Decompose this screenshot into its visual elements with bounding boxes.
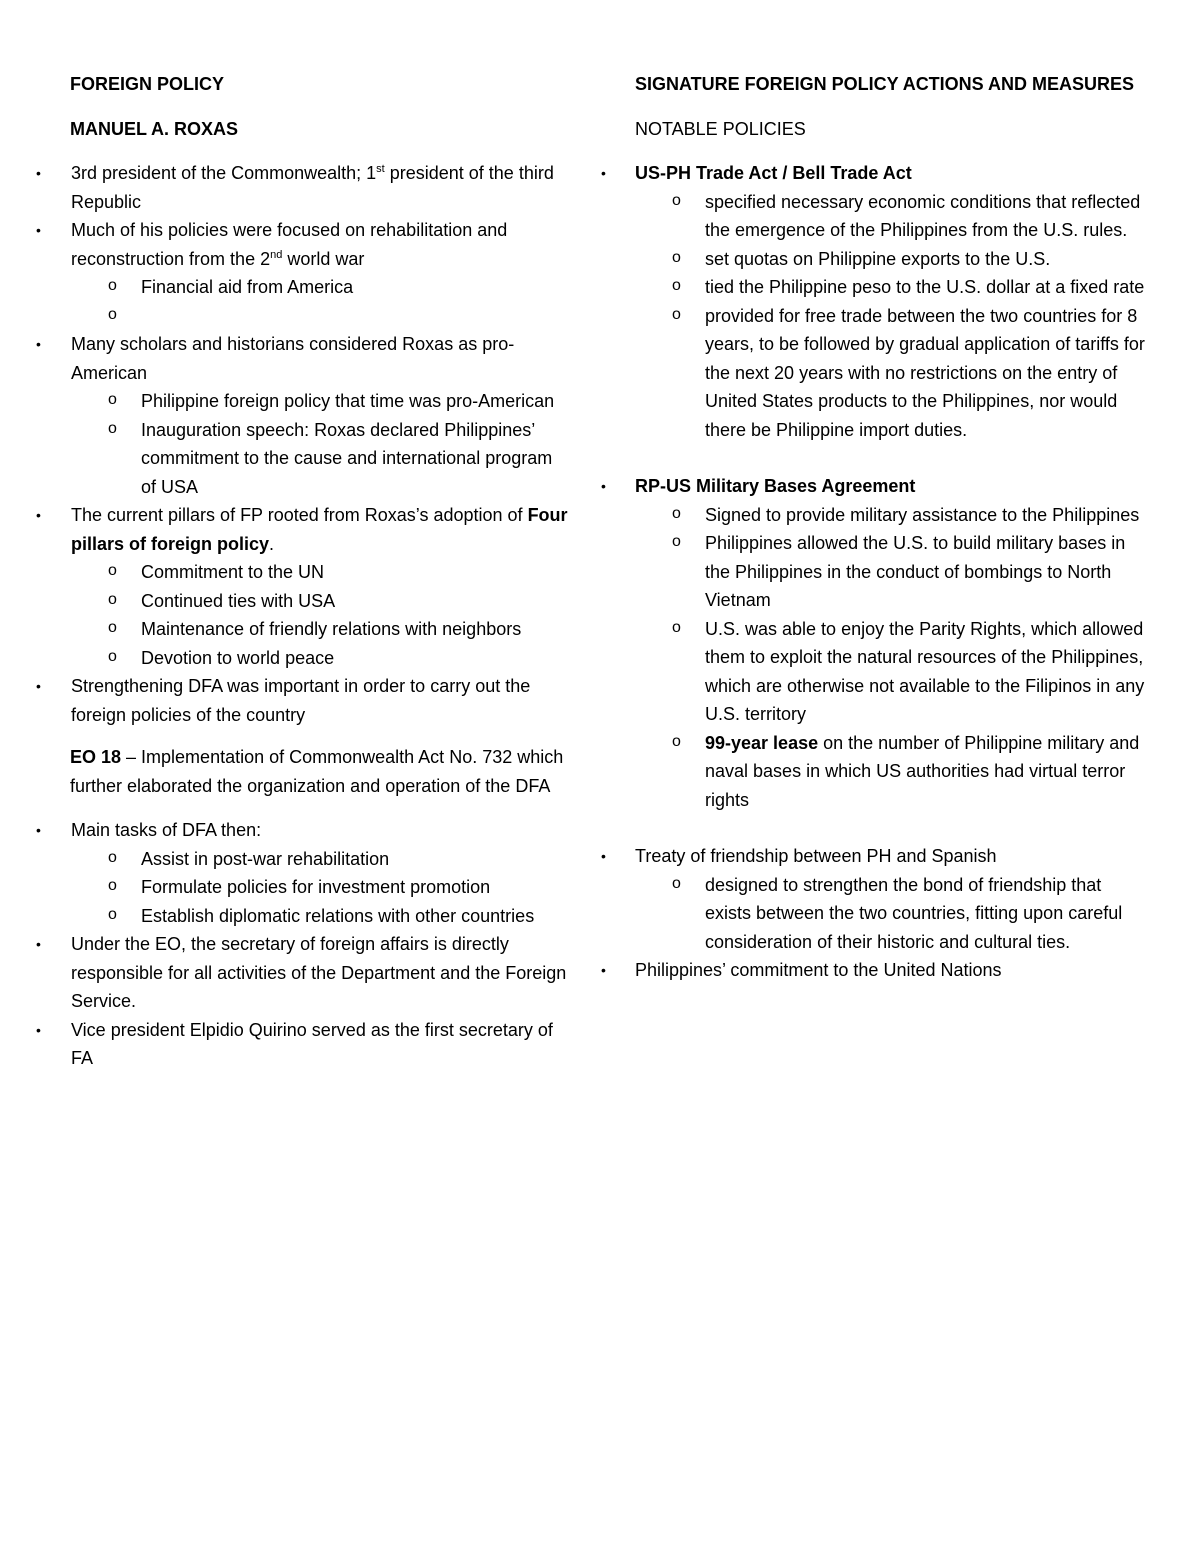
list-item: • Much of his policies were focused on rehabilitation and reconstruction from the 2nd world war xyxy=(0,216,570,273)
bullet-icon: • xyxy=(36,507,41,523)
list-item: • RP-US Military Bases Agreement xyxy=(565,472,1145,501)
sub-list-item: o Devotion to world peace xyxy=(0,644,570,673)
section-title-roxas: MANUEL A. ROXAS xyxy=(70,118,239,139)
list-item: • 3rd president of the Commonwealth; 1st president of the third Republic xyxy=(0,159,570,216)
sub-list-item: o specified necessary economic conditions that reflected the emergence of the Philippines from the U.S. rules. xyxy=(565,188,1145,245)
circle-bullet-icon: o xyxy=(108,562,117,579)
bullet-icon: • xyxy=(36,678,41,694)
circle-bullet-icon: o xyxy=(672,277,681,294)
sub-list-item-empty xyxy=(0,302,570,331)
spacer xyxy=(70,729,570,743)
sub-list-item: o Assist in post-war rehabilitation xyxy=(0,845,570,874)
list-item: • Philippines’ commitment to the United Nations xyxy=(565,956,1145,985)
sub-list-item: o Formulate policies for investment promotion xyxy=(0,873,570,902)
section-title-signature: SIGNATURE FOREIGN POLICY ACTIONS AND MEASURES xyxy=(635,74,1135,94)
circle-bullet-icon: o xyxy=(108,619,117,636)
circle-bullet-icon: o xyxy=(672,874,681,892)
list-item: • US-PH Trade Act / Bell Trade Act xyxy=(565,159,1145,188)
list-item: • Treaty of friendship between PH and Spanish xyxy=(565,842,1145,871)
circle-bullet-icon: o xyxy=(672,618,681,636)
circle-bullet-icon: o xyxy=(672,732,681,750)
dfa-list xyxy=(0,816,570,1073)
sub-list-item: o Signed to provide military assistance to the Philippines xyxy=(565,501,1145,530)
circle-bullet-icon: o xyxy=(672,504,681,522)
sub-list-item: o designed to strengthen the bond of friendship that exists between the two countries, fitting upon careful consideration of their historic and cultural ties. xyxy=(565,871,1145,957)
circle-bullet-icon: o xyxy=(108,419,117,437)
bullet-icon: • xyxy=(601,165,606,181)
sub-list-item: o U.S. was able to enjoy the Parity Rights, which allowed them to exploit the natural resources of the Philippines, which are otherwise not available to the Filipinos in any U.S. territory xyxy=(565,615,1145,729)
list-item: • Under the EO, the secretary of foreign affairs is directly responsible for all activities of the Department and the Foreign Service. xyxy=(0,930,570,1016)
bullet-icon: • xyxy=(36,222,41,238)
circle-bullet-icon: o xyxy=(672,533,681,550)
list-item: • Strengthening DFA was important in order to carry out the foreign policies of the country xyxy=(0,672,570,729)
sub-list-item: o Inauguration speech: Roxas declared Philippines’ commitment to the cause and international program of USA xyxy=(0,416,570,502)
treaty-list xyxy=(565,842,1145,985)
page-title: FOREIGN POLICY xyxy=(70,74,225,94)
circle-bullet-icon: o xyxy=(108,391,117,408)
circle-bullet-icon: o xyxy=(672,191,681,209)
list-item: • Main tasks of DFA then: xyxy=(0,816,570,845)
list-item: • Vice president Elpidio Quirino served as the first secretary of FA xyxy=(0,1016,570,1073)
bullet-icon: • xyxy=(36,336,41,352)
sub-list-item: o tied the Philippine peso to the U.S. dollar at a fixed rate xyxy=(565,273,1145,302)
eo-paragraph: EO 18 – Implementation of Commonwealth Act No. 732 which further elaborated the organization and operation of the DFA xyxy=(70,747,564,796)
circle-bullet-icon: o xyxy=(108,590,117,608)
bullet-icon: • xyxy=(36,1021,41,1038)
sub-list-item: o Continued ties with USA xyxy=(0,587,570,616)
bases-list xyxy=(565,472,1145,814)
sub-list-item: o Financial aid from America xyxy=(0,273,570,302)
sub-list-item: o provided for free trade between the two countries for 8 years, to be followed by gradual application of tariffs for the next 20 years with no restrictions on the entry of United States products to the Philippines, nor would there be Philippine import duties. xyxy=(565,302,1145,445)
list-item: • Many scholars and historians considered Roxas as pro-American xyxy=(0,330,570,387)
circle-bullet-icon: o xyxy=(108,877,117,894)
sub-list-item: o set quotas on Philippine exports to the U.S. xyxy=(565,245,1145,274)
circle-bullet-icon: o xyxy=(672,248,681,266)
spacer xyxy=(635,444,1145,472)
bullet-icon: • xyxy=(36,936,41,952)
roxas-list xyxy=(0,159,570,729)
sub-list-item: o Philippines allowed the U.S. to build military bases in the Philippines in the conduct of bombings to North Vietnam xyxy=(565,529,1145,615)
bullet-icon: • xyxy=(601,962,606,978)
sub-list-item: o Philippine foreign policy that time was pro-American xyxy=(0,387,570,416)
circle-bullet-icon: o xyxy=(672,305,681,323)
section-subtitle-notable: NOTABLE POLICIES xyxy=(635,118,806,139)
bullet-icon: • xyxy=(601,848,606,864)
sub-list-item: o Establish diplomatic relations with other countries xyxy=(0,902,570,931)
right-column xyxy=(601,70,1145,985)
spacer xyxy=(635,814,1145,842)
circle-bullet-icon: o xyxy=(108,277,117,294)
circle-bullet-icon: o xyxy=(108,905,117,923)
sub-list-item: o Maintenance of friendly relations with neighbors xyxy=(0,615,570,644)
bullet-icon: • xyxy=(36,822,41,838)
sub-list-item: o Commitment to the UN xyxy=(0,558,570,587)
circle-bullet-icon: o xyxy=(108,305,117,323)
sub-list-item: o 99-year lease on the number of Philippine military and naval bases in which US authorities had virtual terror rights xyxy=(565,729,1145,815)
policies-list xyxy=(565,159,1145,444)
left-column xyxy=(36,70,570,1073)
bullet-icon: • xyxy=(36,165,41,181)
circle-bullet-icon: o xyxy=(108,848,117,866)
bullet-icon: • xyxy=(601,478,606,494)
list-item: • The current pillars of FP rooted from Roxas’s adoption of Four pillars of foreign policy. xyxy=(0,501,570,558)
circle-bullet-icon: o xyxy=(108,647,117,665)
